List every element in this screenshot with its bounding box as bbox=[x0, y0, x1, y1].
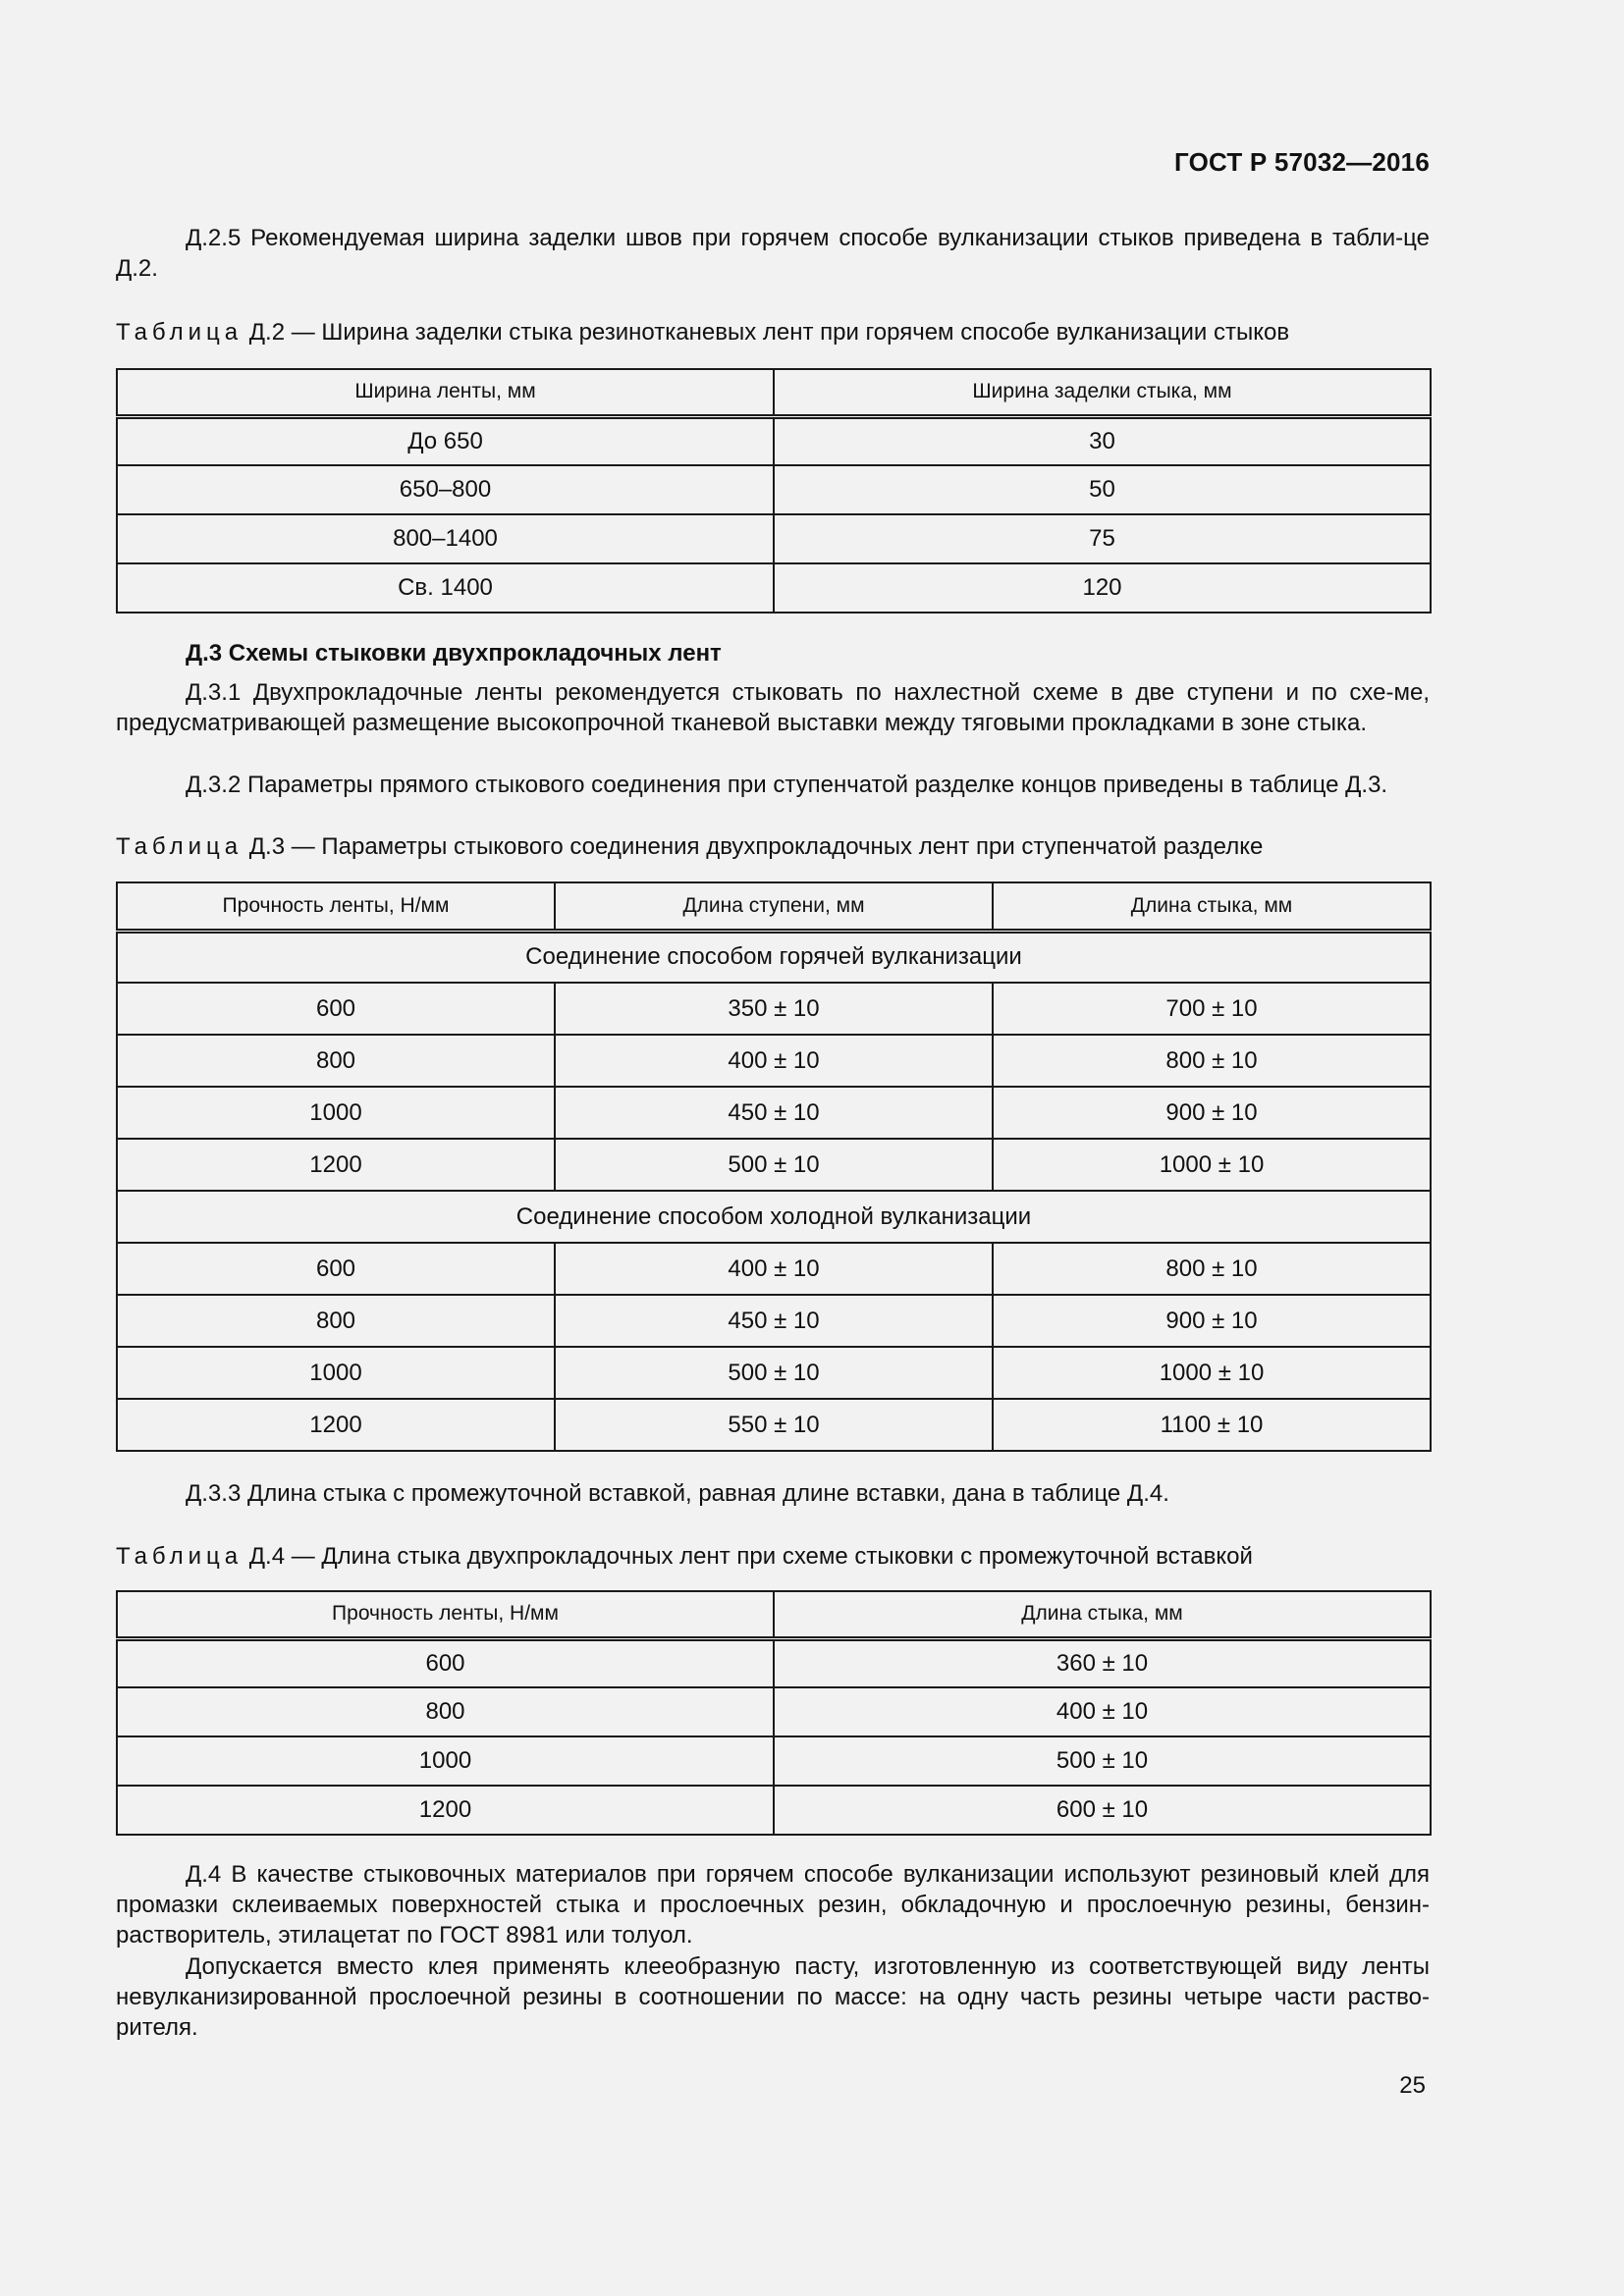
table-cell: 600 bbox=[117, 983, 555, 1035]
table-d4-caption bbox=[116, 1541, 1430, 1572]
table-row bbox=[117, 1786, 1431, 1835]
column-header: Ширина ленты, мм bbox=[117, 369, 774, 416]
paragraph-d4: Д.4 В качестве стыковочных материалов при горячем способе вулканизации используют резиновый клей для промазки склеиваемых поверхностей стыка и прослоечных резин, обкладочную и прослоечную резины, бензин-растворитель, этилацетат по ГОСТ 8981 или толуол. bbox=[116, 1861, 1430, 1949]
table-row bbox=[117, 1035, 1431, 1087]
table-cell: 450 ± 10 bbox=[555, 1087, 993, 1139]
table-cell: 30 bbox=[774, 416, 1431, 465]
table-row bbox=[117, 1638, 1431, 1687]
section-heading-d3: Д.3 Схемы стыковки двухпрокладочных лент bbox=[186, 640, 722, 667]
table-caption-text: Д.2 — Ширина заделки стыка резинотканевых лент при горячем способе вулканизации стыков bbox=[243, 319, 1290, 346]
table-caption-text: Д.4 — Длина стыка двухпрокладочных лент при схеме стыковки с промежуточной вставкой bbox=[243, 1543, 1253, 1570]
table-cell: 1000 bbox=[117, 1347, 555, 1399]
table-section-row bbox=[117, 931, 1431, 983]
table-cell: 700 ± 10 bbox=[993, 983, 1431, 1035]
column-header: Длина стыка, мм bbox=[993, 882, 1431, 931]
table-section-row bbox=[117, 1191, 1431, 1243]
table-cell: 800 bbox=[117, 1295, 555, 1347]
table-cell: 1000 ± 10 bbox=[993, 1139, 1431, 1191]
table-cell: 800 bbox=[117, 1687, 774, 1736]
table-cell: 550 ± 10 bbox=[555, 1399, 993, 1451]
table-cell: 1200 bbox=[117, 1139, 555, 1191]
table-cell: 1200 bbox=[117, 1399, 555, 1451]
column-header: Длина ступени, мм bbox=[555, 882, 993, 931]
table-caption-text: Д.3 — Параметры стыкового соединения двухпрокладочных лент при ступенчатой разделке bbox=[243, 833, 1264, 860]
table-row bbox=[117, 983, 1431, 1035]
paragraph-paste: Допускается вместо клея применять клееобразную пасту, изготовленную из соответствующей виду ленты невулканизированной прослоечной резины в соотношении по массе: на одну часть резины четыре части раство-рителя. bbox=[116, 1953, 1430, 2041]
table-cell: 120 bbox=[774, 563, 1431, 613]
table-d3-caption bbox=[116, 831, 1430, 862]
table-cell: 360 ± 10 bbox=[774, 1638, 1431, 1687]
table-cell: 800 ± 10 bbox=[993, 1035, 1431, 1087]
table-d2-caption bbox=[116, 317, 1430, 347]
table-cell: 400 ± 10 bbox=[555, 1035, 993, 1087]
table-cell: 500 ± 10 bbox=[774, 1736, 1431, 1786]
table-d3 bbox=[116, 881, 1432, 1452]
table-d2 bbox=[116, 368, 1432, 614]
table-row bbox=[117, 1295, 1431, 1347]
table-cell: 50 bbox=[774, 465, 1431, 514]
table-cell: Св. 1400 bbox=[117, 563, 774, 613]
table-cell: 650–800 bbox=[117, 465, 774, 514]
paragraph-d3-1: Д.3.1 Двухпрокладочные ленты рекомендуется стыковать по нахлестной схеме в две ступени и по схе-ме, предусматривающей размещение высокопрочной тканевой выставки между тяговыми прокладками в зоне стыка. bbox=[116, 679, 1430, 736]
table-row bbox=[117, 1347, 1431, 1399]
table-cell: До 650 bbox=[117, 416, 774, 465]
table-cell: 1000 bbox=[117, 1736, 774, 1786]
table-row bbox=[117, 1087, 1431, 1139]
table-cell: 800–1400 bbox=[117, 514, 774, 563]
paragraph-d2-5: Д.2.5 Рекомендуемая ширина заделки швов при горячем способе вулканизации стыков приведена в табли-це Д.2. bbox=[116, 225, 1430, 282]
column-header: Длина стыка, мм bbox=[774, 1591, 1431, 1638]
paragraph-d3-2: Д.3.2 Параметры прямого стыкового соединения при ступенчатой разделке концов приведены в таблице Д.3. bbox=[186, 772, 1388, 798]
table-cell: 1000 ± 10 bbox=[993, 1347, 1431, 1399]
table-cell: 900 ± 10 bbox=[993, 1087, 1431, 1139]
table-label: Таблица bbox=[116, 319, 244, 346]
table-d4 bbox=[116, 1590, 1432, 1836]
table-cell: 800 ± 10 bbox=[993, 1243, 1431, 1295]
table-row bbox=[117, 563, 1431, 613]
table-row bbox=[117, 416, 1431, 465]
table-cell: 800 bbox=[117, 1035, 555, 1087]
table-cell: 1000 bbox=[117, 1087, 555, 1139]
table-cell: 600 bbox=[117, 1243, 555, 1295]
paragraph-d3-3: Д.3.3 Длина стыка с промежуточной вставкой, равная длине вставки, дана в таблице Д.4. bbox=[186, 1480, 1169, 1507]
table-cell: 350 ± 10 bbox=[555, 983, 993, 1035]
table-cell: 900 ± 10 bbox=[993, 1295, 1431, 1347]
table-row bbox=[117, 1687, 1431, 1736]
table-cell: 1200 bbox=[117, 1786, 774, 1835]
document-code: ГОСТ Р 57032—2016 bbox=[1174, 147, 1430, 177]
table-cell: 600 ± 10 bbox=[774, 1786, 1431, 1835]
table-row bbox=[117, 514, 1431, 563]
table-cell: 450 ± 10 bbox=[555, 1295, 993, 1347]
section-cold-vulcanization: Соединение способом холодной вулканизации bbox=[117, 1191, 1431, 1243]
table-label: Таблица bbox=[116, 1543, 244, 1570]
table-cell: 500 ± 10 bbox=[555, 1139, 993, 1191]
table-cell: 75 bbox=[774, 514, 1431, 563]
page-number: 25 bbox=[1399, 2072, 1426, 2099]
table-row bbox=[117, 1139, 1431, 1191]
table-cell: 600 bbox=[117, 1638, 774, 1687]
column-header: Ширина заделки стыка, мм bbox=[774, 369, 1431, 416]
table-row bbox=[117, 465, 1431, 514]
column-header: Прочность ленты, Н/мм bbox=[117, 882, 555, 931]
table-cell: 500 ± 10 bbox=[555, 1347, 993, 1399]
table-cell: 400 ± 10 bbox=[774, 1687, 1431, 1736]
column-header: Прочность ленты, Н/мм bbox=[117, 1591, 774, 1638]
table-cell: 400 ± 10 bbox=[555, 1243, 993, 1295]
table-row bbox=[117, 1399, 1431, 1451]
table-label: Таблица bbox=[116, 833, 244, 860]
document-page bbox=[116, 0, 1430, 2296]
table-cell: 1100 ± 10 bbox=[993, 1399, 1431, 1451]
table-row bbox=[117, 1736, 1431, 1786]
section-hot-vulcanization: Соединение способом горячей вулканизации bbox=[117, 931, 1431, 983]
table-row bbox=[117, 1243, 1431, 1295]
